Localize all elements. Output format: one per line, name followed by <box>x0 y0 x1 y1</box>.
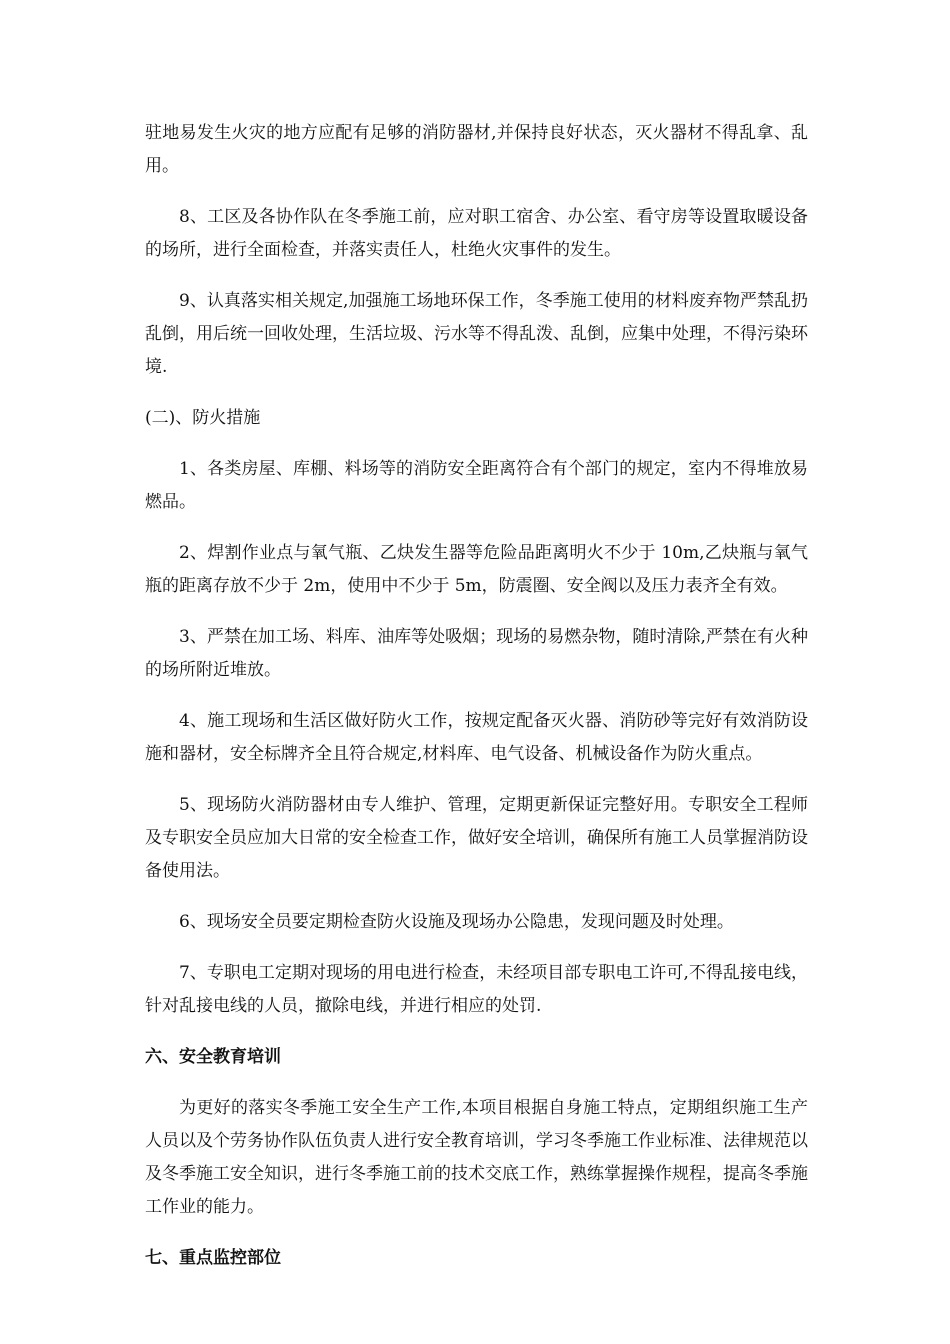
fire-measure-2: 2、焊割作业点与氧气瓶、乙炔发生器等危险品距离明火不少于 10m,乙炔瓶与氧气瓶的距离存放不少于 2m，使用中不少于 5m，防震圈、安全阀以及压力表齐全有效。 <box>145 543 808 596</box>
fire-measure-5: 5、现场防火消防器材由专人维护、管理，定期更新保证完整好用。专职安全工程师及专职安全员应加大日常的安全检查工作，做好安全培训，确保所有施工人员掌握消防设备使用法。 <box>145 795 808 881</box>
section-heading-key-monitoring: 七、重点监控部位 <box>145 1248 281 1268</box>
fire-measure-7: 7、专职电工定期对现场的用电进行检查，未经项目部专职电工许可,不得乱接电线，针对乱接电线的人员，撤除电线，并进行相应的处罚. <box>145 963 808 1016</box>
section-heading-safety-training: 六、安全教育培训 <box>145 1047 281 1067</box>
fire-measure-6: 6、现场安全员要定期检查防火设施及现场办公隐患，发现问题及时处理。 <box>179 912 734 932</box>
fire-measure-4: 4、施工现场和生活区做好防火工作，按规定配备灭火器、消防砂等完好有效消防设施和器材，安全标牌齐全且符合规定,材料库、电气设备、机械设备作为防火重点。 <box>145 711 808 764</box>
fire-measure-3: 3、严禁在加工场、料库、油库等处吸烟；现场的易燃杂物，随时清除,严禁在有火种的场所附近堆放。 <box>145 627 808 680</box>
fire-measure-1: 1、各类房屋、库棚、料场等的消防安全距离符合有个部门的规定，室内不得堆放易燃品。 <box>145 459 808 512</box>
paragraph-item-9: 9、认真落实相关规定,加强施工场地环保工作，冬季施工使用的材料废弃物严禁乱扔乱倒，用后统一回收处理，生活垃圾、污水等不得乱泼、乱倒，应集中处理，不得污染环境. <box>145 291 808 377</box>
subheading-fire-measures: (二)、防火措施 <box>145 408 261 428</box>
paragraph-fire-equipment: 驻地易发生火灾的地方应配有足够的消防器材,并保持良好状态，灭火器材不得乱拿、乱用。 <box>145 123 808 176</box>
paragraph-item-8: 8、工区及各协作队在冬季施工前，应对职工宿舍、办公室、看守房等设置取暖设备的场所，进行全面检查，并落实责任人，杜绝火灾事件的发生。 <box>145 207 808 260</box>
document-body <box>145 117 808 1293</box>
paragraph-safety-training: 为更好的落实冬季施工安全生产工作,本项目根据自身施工特点，定期组织施工生产人员以及个劳务协作队伍负责人进行安全教育培训，学习冬季施工作业标准、法律规范以及冬季施工安全知识，进行冬季施工前的技术交底工作，熟练掌握操作规程，提高冬季施工作业的能力。 <box>145 1098 808 1217</box>
